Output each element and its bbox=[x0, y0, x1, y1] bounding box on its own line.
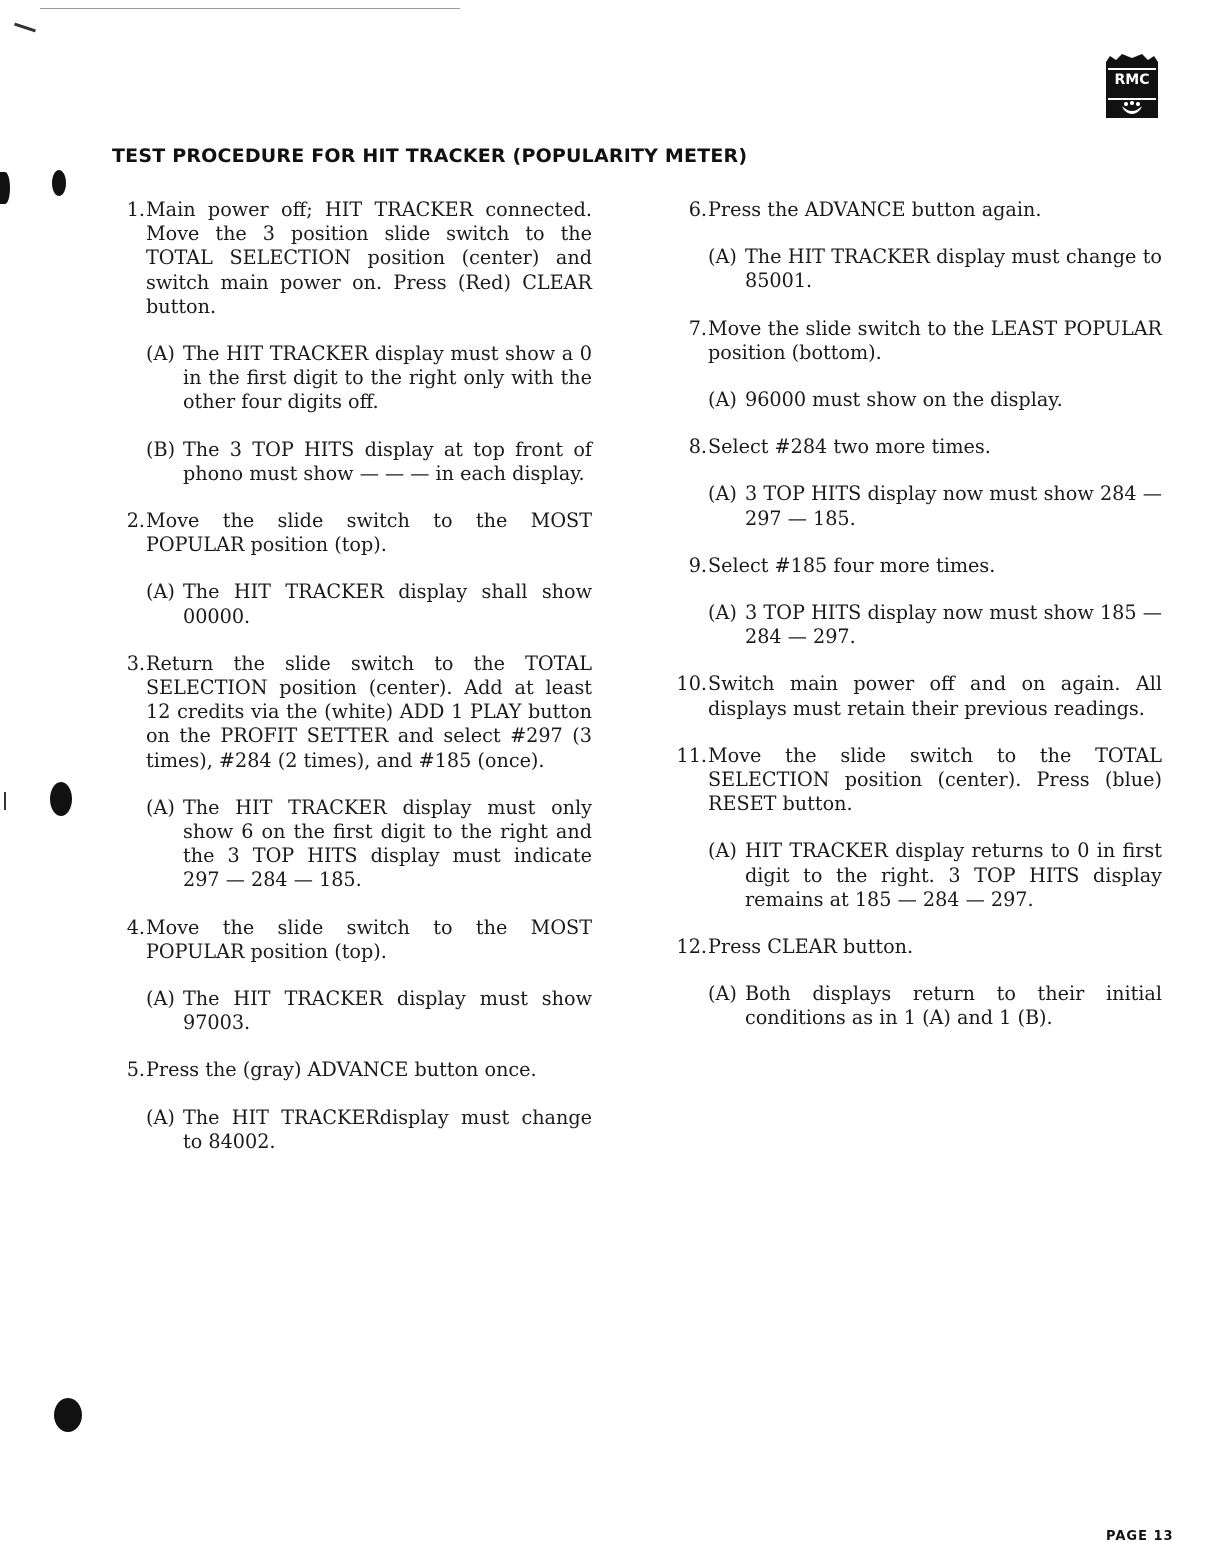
step-substep bbox=[708, 839, 1162, 912]
step-substep bbox=[146, 580, 592, 628]
substep-text: 3 TOP HITS display now must show 284 — 297 — 185. bbox=[745, 482, 1162, 530]
step-substep bbox=[708, 601, 1162, 649]
substep-label: (A) bbox=[708, 601, 737, 625]
step-number: 7. bbox=[688, 316, 707, 340]
step-substep bbox=[708, 388, 1162, 412]
step-number: 3. bbox=[126, 651, 145, 675]
step-substep bbox=[708, 482, 1162, 530]
substep-text: 96000 must show on the display. bbox=[745, 388, 1063, 412]
procedure-step bbox=[680, 317, 1162, 413]
step-substep bbox=[146, 796, 592, 893]
punch-hole-mark bbox=[0, 172, 10, 204]
substep-text: The HIT TRACKER display must show a 0 in the first digit to the right only with the other four digits off. bbox=[183, 342, 592, 414]
step-number: 6. bbox=[688, 198, 707, 221]
step-number: 4. bbox=[126, 915, 145, 939]
step-text: Switch main power off and on again. All displays must retain their previous readings. bbox=[708, 672, 1162, 720]
substep-label: (A) bbox=[708, 982, 737, 1006]
punch-hole-mark bbox=[52, 170, 66, 196]
step-number: 1. bbox=[126, 198, 145, 221]
step-text: Select #185 four more times. bbox=[708, 553, 996, 577]
right-column bbox=[676, 198, 1162, 1054]
substep-text: 3 TOP HITS display now must show 185 — 284 — 297. bbox=[745, 601, 1162, 649]
substep-label: (A) bbox=[708, 388, 737, 412]
substep-text: The HIT TRACKER display must show 97003. bbox=[183, 987, 592, 1035]
procedure-step bbox=[676, 743, 1162, 912]
step-substep bbox=[708, 982, 1162, 1030]
procedure-step bbox=[680, 198, 1162, 294]
substep-text: The HIT TRACKER display shall show 00000. bbox=[183, 580, 592, 628]
step-text: Move the slide switch to the TOTAL SELECTION position (center). Press (blue) RESET button. bbox=[708, 743, 1162, 816]
step-substep bbox=[146, 1106, 592, 1154]
substep-text: The 3 TOP HITS display at top front of phono must show — — — in each display. bbox=[183, 437, 592, 485]
substep-label: (A) bbox=[146, 1105, 175, 1129]
step-substep bbox=[146, 438, 592, 486]
left-column bbox=[118, 198, 592, 1177]
substep-label: (A) bbox=[146, 580, 175, 604]
step-text: Move the slide switch to the MOST POPULAR position (top). bbox=[146, 915, 592, 963]
step-number: 5. bbox=[126, 1058, 145, 1082]
procedure-step bbox=[118, 916, 592, 1036]
step-text: Press the ADVANCE button again. bbox=[708, 198, 1042, 221]
procedure-step bbox=[676, 935, 1162, 1031]
substep-text: Both displays return to their initial conditions as in 1 (A) and 1 (B). bbox=[745, 982, 1162, 1030]
step-text: Return the slide switch to the TOTAL SELECTION position (center). Add at least 12 credits via the (white) ADD 1 PLAY button on the PROFIT SETTER and select #297 (3 times), #284 (2 times), and #185 (once). bbox=[146, 651, 592, 772]
punch-hole-mark bbox=[54, 1398, 82, 1432]
substep-text: The HIT TRACKERdisplay must change to 84002. bbox=[183, 1105, 592, 1153]
substep-text: HIT TRACKER display returns to 0 in first digit to the right. 3 TOP HITS display remains at 185 — 284 — 297. bbox=[745, 839, 1162, 911]
step-substep bbox=[146, 342, 592, 415]
step-substep bbox=[146, 987, 592, 1035]
step-substep bbox=[708, 245, 1162, 293]
procedure-step bbox=[118, 652, 592, 893]
procedure-step bbox=[118, 198, 592, 486]
substep-label: (A) bbox=[708, 839, 737, 863]
substep-text: The HIT TRACKER display must change to 85001. bbox=[745, 245, 1162, 293]
scan-mark-top-line bbox=[40, 8, 460, 9]
rmc-logo-text: RMC bbox=[1114, 72, 1150, 88]
step-text: Press CLEAR button. bbox=[708, 935, 914, 959]
procedure-step bbox=[680, 554, 1162, 650]
step-number: 10. bbox=[676, 672, 707, 696]
procedure-step bbox=[118, 1058, 592, 1154]
procedure-step bbox=[118, 509, 592, 629]
punch-hole-mark bbox=[50, 782, 72, 816]
step-text: Press the (gray) ADVANCE button once. bbox=[146, 1058, 537, 1082]
step-number: 8. bbox=[688, 435, 707, 459]
step-number: 9. bbox=[688, 553, 707, 577]
rmc-logo bbox=[1102, 52, 1162, 124]
step-text: Main power off; HIT TRACKER connected. Move the 3 position slide switch to the TOTAL SELECTION position (center) and switch main power on. Press (Red) CLEAR button. bbox=[146, 198, 592, 318]
step-text: Select #284 two more times. bbox=[708, 435, 991, 459]
substep-label: (B) bbox=[146, 437, 176, 461]
scan-mark-top bbox=[14, 23, 36, 33]
substep-label: (A) bbox=[146, 987, 175, 1011]
substep-text: The HIT TRACKER display must only show 6 on the first digit to the right and the 3 TOP HITS display must indicate 297 — 284 — 185. bbox=[183, 795, 592, 892]
step-text: Move the slide switch to the LEAST POPULAR position (bottom). bbox=[708, 316, 1162, 364]
scan-mark bbox=[4, 792, 6, 810]
step-number: 11. bbox=[676, 743, 707, 767]
substep-label: (A) bbox=[146, 795, 175, 819]
substep-label: (A) bbox=[708, 482, 737, 506]
page-number: PAGE 13 bbox=[1106, 1529, 1174, 1544]
procedure-step bbox=[676, 672, 1162, 720]
substep-label: (A) bbox=[146, 342, 175, 366]
procedure-step bbox=[680, 435, 1162, 531]
substep-label: (A) bbox=[708, 245, 737, 269]
step-text: Move the slide switch to the MOST POPULAR position (top). bbox=[146, 509, 592, 557]
step-number: 2. bbox=[126, 509, 145, 533]
page-title: TEST PROCEDURE FOR HIT TRACKER (POPULARITY METER) bbox=[112, 145, 748, 167]
step-number: 12. bbox=[676, 935, 707, 959]
